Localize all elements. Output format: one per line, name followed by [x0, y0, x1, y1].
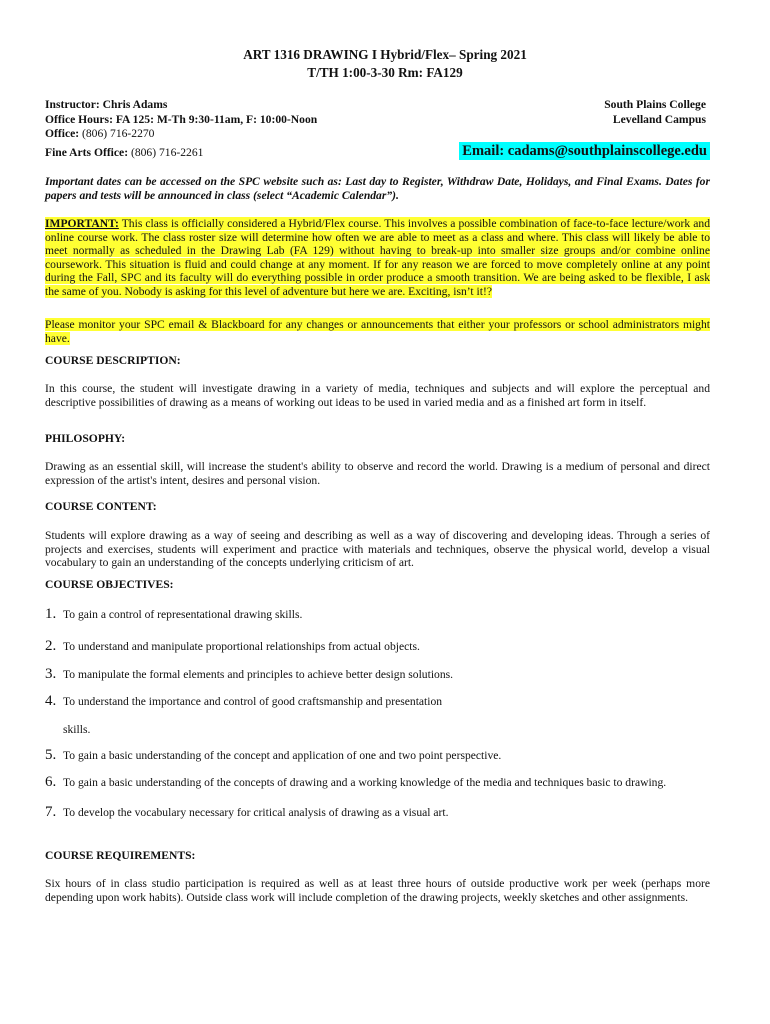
objective-continuation: skills.	[63, 723, 91, 736]
office-label: Office:	[45, 127, 80, 140]
instructor-name: Instructor: Chris Adams	[45, 98, 168, 111]
objective-item: 4. To understand the importance and control of good craftsmanship and presentation	[45, 693, 443, 709]
hybrid-notice	[45, 217, 710, 298]
important-dates: Important dates can be accessed on the SPC website such as: Last day to Register, Withdraw Date, Holidays, and Final Exams. Dates for papers and tests will be announced in class (select “Academic Calendar”).	[45, 175, 710, 202]
hybrid-notice-text: This class is officially considered a Hybrid/Flex course. This involves a possible combination of face-to-face lecture/work and online course work. The class roster size will determine how often we are able to meet as a class and where. This class will likely be able to meet normally as scheduled in the Drawing Lab (FA 129) without having to break-up into smaller size groups and/or combine online coursework. This situation is fluid and could change at any moment. If for any reason we are forced to move completely online at any point during the Fall, SPC and its faculty will do everything possible in order produce a smooth transition. We are being asked to be flexible, I ask the same of you. Nobody is asking for this level of adventure but here we are. Exciting, isn’t it!?	[45, 217, 710, 298]
monitor-notice	[45, 318, 710, 345]
office-hours: Office Hours: FA 125: M-Th 9:30-11am, F: 10:00-Noon	[45, 113, 318, 126]
fine-arts-line	[45, 146, 203, 160]
requirements-heading: COURSE REQUIREMENTS:	[45, 849, 196, 862]
description-text: In this course, the student will investigate drawing in a variety of media, techniques and subjects and will explore the perceptual and descriptive possibilities of drawing as a means of working out ideas to be used in varied media and as a finished art form in itself.	[45, 382, 710, 409]
course-title: ART 1316 DRAWING I Hybrid/Flex– Spring 2021	[243, 47, 527, 62]
course-schedule: T/TH 1:00-3-30 Rm: FA129	[307, 65, 463, 80]
objective-item: 1. To gain a control of representational drawing skills.	[45, 606, 303, 622]
college-name: South Plains College	[604, 98, 706, 111]
description-heading: COURSE DESCRIPTION:	[45, 354, 181, 367]
email-link[interactable]: Email: cadams@southplainscollege.edu	[459, 142, 710, 160]
objective-item: 3. To manipulate the formal elements and principles to achieve better design solutions.	[45, 666, 454, 682]
requirements-text: Six hours of in class studio participation is required as well as at least three hours of outside productive work per week (perhaps more depending upon work habits). Outside class work will include completion of the drawing projects, weekly sketches and other assignments.	[45, 877, 710, 904]
objectives-heading: COURSE OBJECTIVES:	[45, 578, 174, 591]
objective-item: 7. To develop the vocabulary necessary for critical analysis of drawing as a visual art.	[45, 804, 449, 820]
philosophy-heading: PHILOSOPHY:	[45, 432, 126, 445]
office-phone: (806) 716-2270	[79, 127, 155, 140]
content-text: Students will explore drawing as a way of seeing and describing as well as a way of discovering and developing ideas. Through a series of projects and exercises, students will experiment and practice with materials and techniques, observe the physical world, develop a visual vocabulary to gain an understanding of the concepts underlying criticism of art.	[45, 529, 710, 569]
objective-item: 2. To understand and manipulate proportional relationships from actual objects.	[45, 638, 420, 654]
monitor-notice-text: Please monitor your SPC email & Blackboard for any changes or announcements that either your professors or school administrators might have.	[45, 318, 710, 345]
college-campus: Levelland Campus	[612, 113, 706, 126]
philosophy-text: Drawing as an essential skill, will increase the student's ability to observe and record the world. Drawing is a medium of personal and direct expression of the artist's intent, desires and personal vision.	[45, 460, 710, 487]
objective-item: 5. To gain a basic understanding of the concept and application of one and two point perspective.	[45, 747, 502, 763]
office-phone-line	[45, 127, 154, 141]
fine-arts-label: Fine Arts Office:	[45, 146, 129, 159]
important-label: IMPORTANT:	[45, 217, 119, 230]
content-heading: COURSE CONTENT:	[45, 500, 157, 513]
fine-arts-phone: (806) 716-2261	[128, 146, 204, 159]
objective-item: 6. To gain a basic understanding of the concepts of drawing and a working knowledge of the media and techniques basic to drawing.	[45, 774, 667, 790]
